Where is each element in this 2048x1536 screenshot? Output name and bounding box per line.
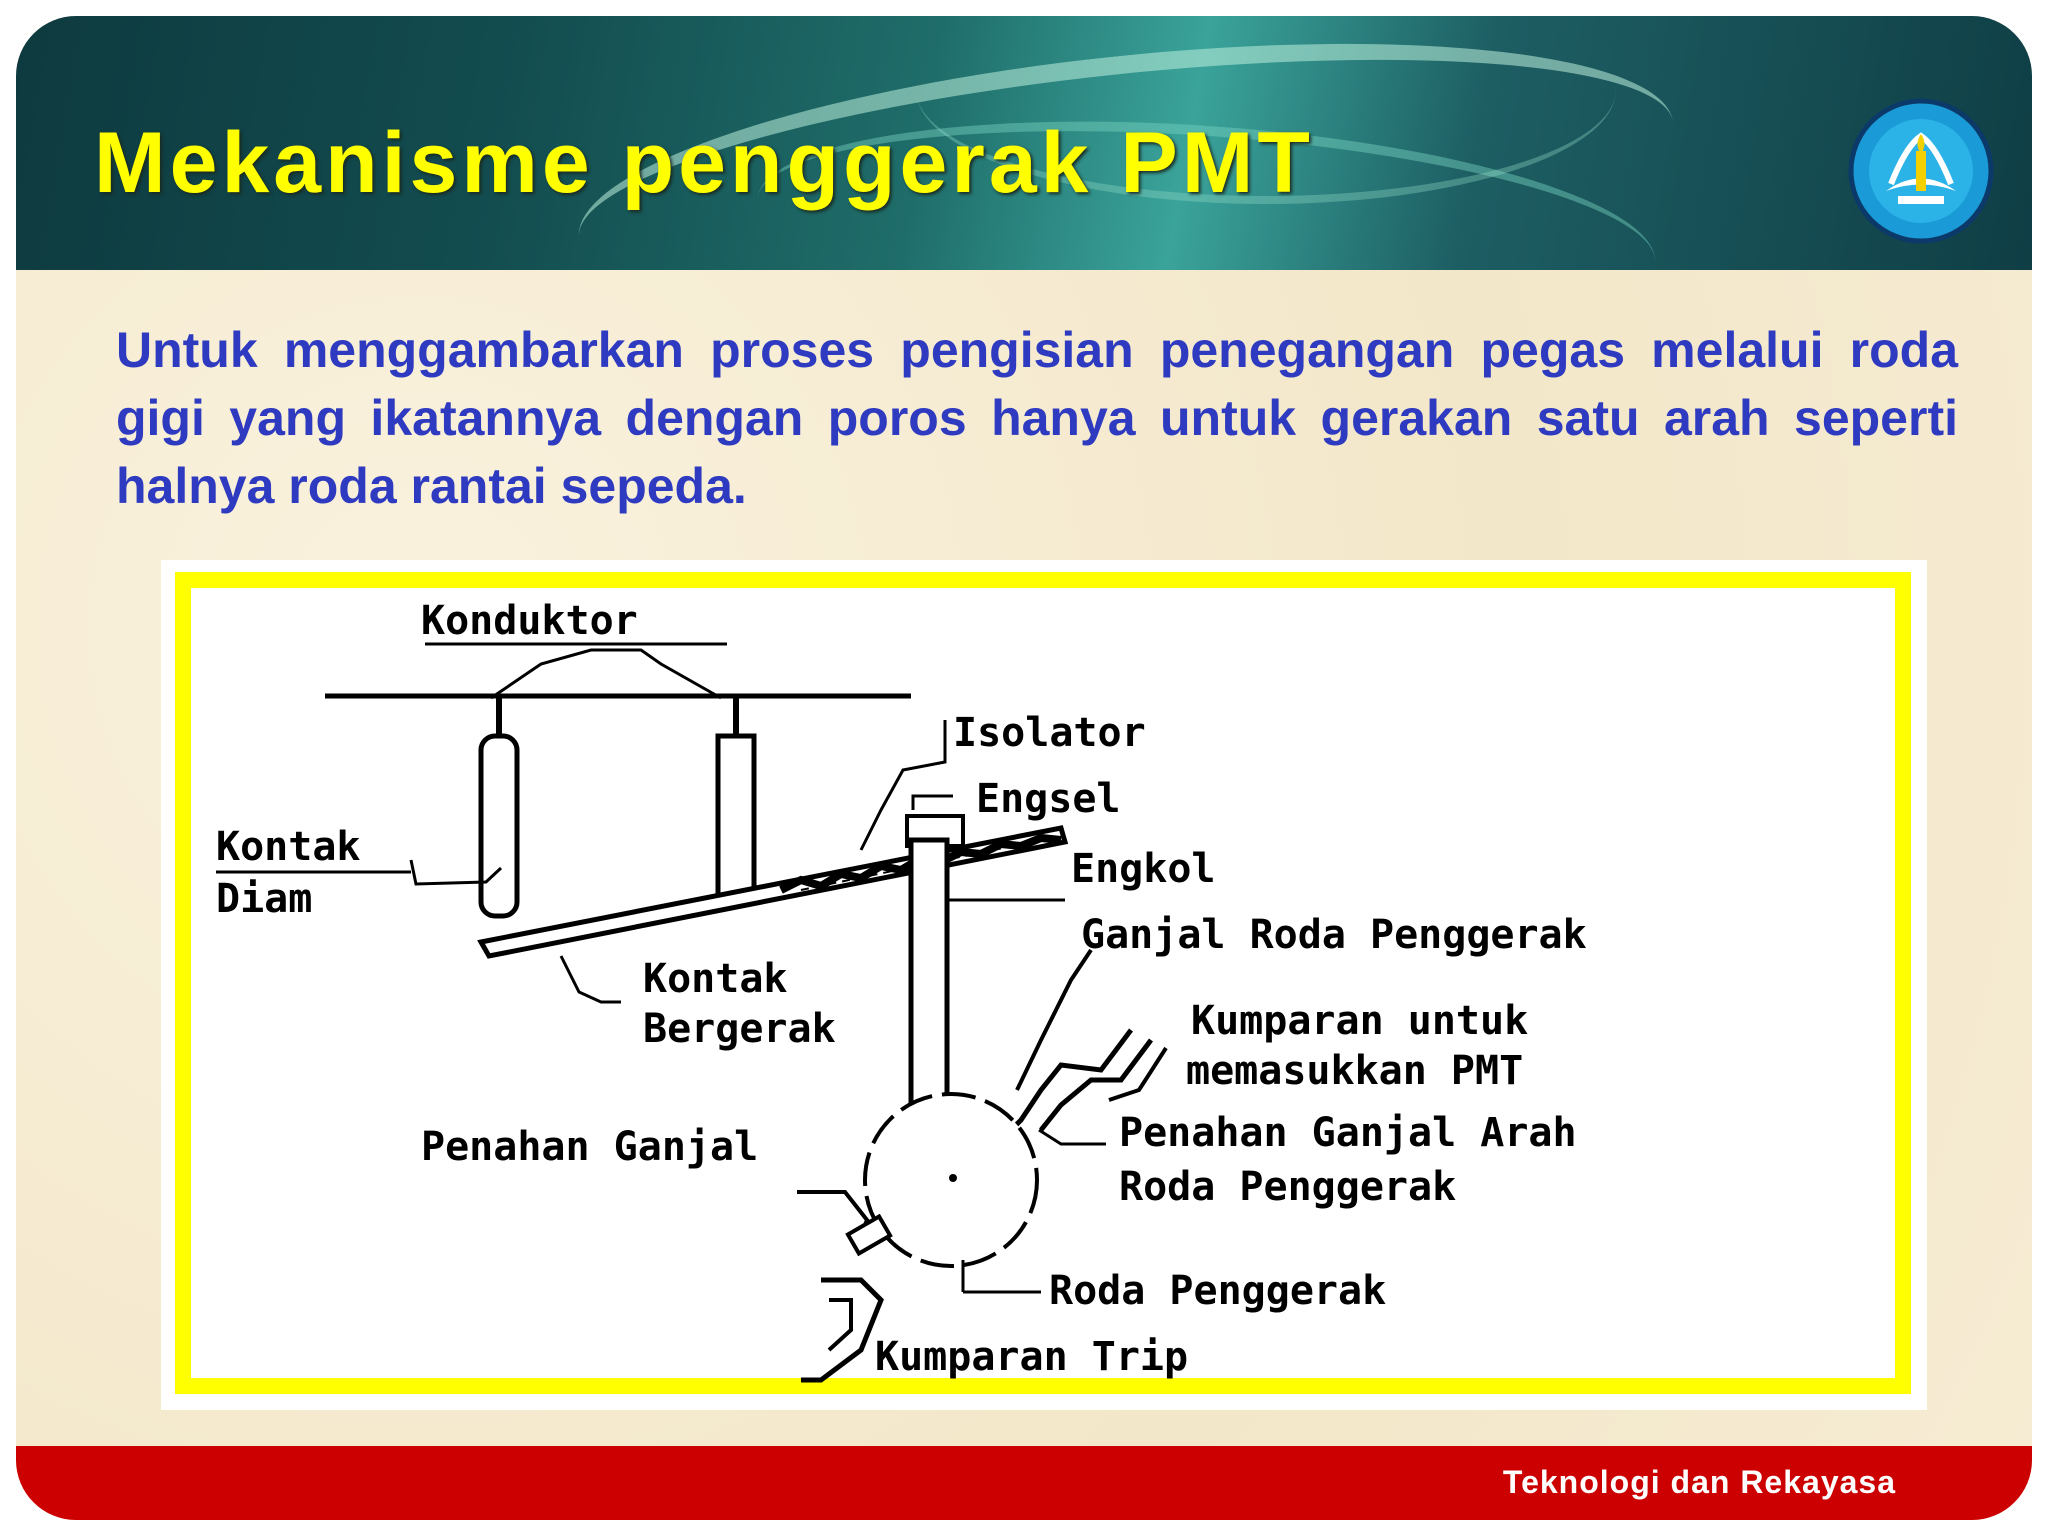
diagram-stroke: [718, 736, 754, 896]
body-paragraph: Untuk menggambarkan proses pengisian penegangan pegas melalui roda gigi yang ikatannya dengan poros hanya untuk gerakan satu arah seperti halnya roda rantai sepeda.: [116, 322, 1958, 514]
label-kumparan-masuk-1: Kumparan untuk: [1191, 998, 1529, 1044]
tut-wuri-handayani-logo: [1846, 96, 1996, 246]
footer-bar: [16, 1446, 2032, 1520]
diagram-stroke: [1898, 196, 1944, 204]
label-konduktor: Konduktor: [421, 598, 638, 644]
label-penahan-ganjal-arah-1: Penahan Ganjal Arah: [1119, 1110, 1577, 1156]
slide-title: Mekanisme penggerak PMT: [94, 115, 1314, 211]
diagram-stroke: [481, 736, 517, 916]
label-kumparan-masuk-2: memasukkan PMT: [1186, 1048, 1524, 1094]
label-engsel: Engsel: [976, 776, 1121, 822]
label-kontak-diam-2: Diam: [216, 876, 313, 922]
label-roda-penggerak: Roda Penggerak: [1049, 1268, 1387, 1314]
diagram-frame: [183, 580, 1903, 1386]
label-penahan-ganjal-arah-2: Roda Penggerak: [1119, 1164, 1457, 1210]
slide: [16, 16, 2032, 1520]
label-engkol: Engkol: [1071, 846, 1216, 892]
pmt-mechanism-diagram: [161, 560, 1927, 1410]
label-kumparan-trip: Kumparan Trip: [875, 1334, 1189, 1380]
label-kontak-diam-1: Kontak: [216, 824, 361, 870]
label-kontak-bergerak-2: Bergerak: [643, 1006, 836, 1052]
label-ganjal-roda-penggerak: Ganjal Roda Penggerak: [1081, 912, 1587, 958]
diagram-stroke: [949, 1174, 957, 1182]
label-kontak-bergerak-1: Kontak: [643, 956, 788, 1002]
label-penahan-ganjal: Penahan Ganjal: [421, 1124, 759, 1170]
footer-text: Teknologi dan Rekayasa: [1502, 1464, 1896, 1500]
diagram-stroke: [1916, 151, 1926, 191]
label-isolator: Isolator: [953, 710, 1146, 756]
diagram-stroke: [911, 840, 947, 1116]
